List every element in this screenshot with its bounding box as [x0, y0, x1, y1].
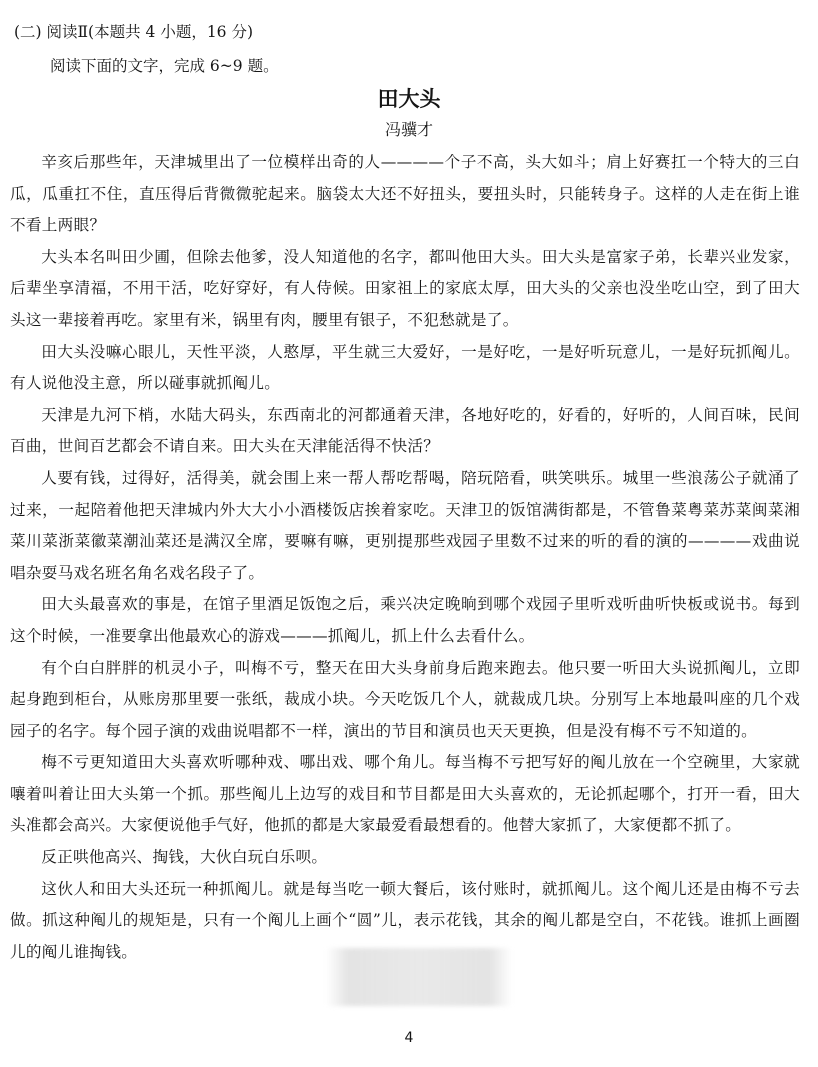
section-header: (二) 阅读Ⅱ(本题共 4 小题，16 分) — [14, 23, 254, 41]
article-body — [10, 147, 800, 968]
article-author: 冯骥才 — [384, 120, 433, 139]
paragraph: 梅不亏更知道田大头喜欢听哪种戏、哪出戏、哪个角儿。每当梅不亏把写好的阄儿放在一个空碗里，大家就嚷着叫着让田大头第一个抓。那些阄儿上边写的戏目和节目都是田大头喜欢的，无论抓起哪个，打开一看，田大头准都会高兴。大家便说他手气好，他抓的都是大家最爱看最想看的。他替大家抓了，大家便都不抓了。 — [10, 753, 800, 835]
paragraph: 田大头最喜欢的事是，在馆子里酒足饭饱之后，乘兴决定晚晌到哪个戏园子里听戏听曲听快板或说书。每到这个时候，一准要拿出他最欢心的游戏———抓阄儿，抓上什么去看什么。 — [10, 595, 800, 645]
paragraph: 大头本名叫田少圃，但除去他爹，没人知道他的名字，都叫他田大头。田大头是富家子弟，长辈兴业发家，后辈坐享清福，不用干活，吃好穿好，有人侍候。田家祖上的家底太厚，田大头的父亲也没坐吃山空，到了田大头这一辈接着再吃。家里有米，锅里有肉，腰里有银子，不犯愁就是了。 — [10, 247, 800, 329]
paragraph: 人要有钱，过得好，活得美，就会围上来一帮人帮吃帮喝，陪玩陪看，哄笑哄乐。城里一些浪荡公子就涌了过来，一起陪着他把天津城内外大大小小酒楼饭店挨着家吃。天津卫的饭馆满街都是，不管鲁菜粤菜苏菜闽菜湘菜川菜浙菜徽菜潮汕菜还是满汉全席，要嘛有嘛，更别提那些戏园子里数不过来的听的看的演的————戏曲说唱杂耍马戏名班名角名戏名段子了。 — [10, 468, 800, 582]
paragraph: 田大头没嘛心眼儿，天性平淡，人憨厚，平生就三大爱好，一是好吃，一是好听玩意儿，一是好玩抓阄儿。有人说他没主意，所以碰事就抓阄儿。 — [10, 342, 800, 393]
article-title: 田大头 — [377, 87, 441, 111]
blurred-watermark — [326, 948, 512, 1006]
reading-instruction: 阅读下面的文字，完成 6~9 题。 — [50, 57, 279, 75]
page-number: 4 — [404, 1030, 414, 1046]
paragraph: 反正哄他高兴、掏钱，大伙白玩白乐呗。 — [41, 848, 328, 867]
paragraph: 这伙人和田大头还玩一种抓阄儿。就是每当吃一顿大餐后，该付账时，就抓阄儿。这个阄儿还是由梅不亏去做。抓这种阄儿的规矩是，只有一个阄儿上画个“圆”儿，表示花钱，其余的阄儿都是空白，不花钱。谁抓上画圈儿的阄儿谁掏钱。 — [10, 879, 800, 961]
paragraph: 天津是九河下梢，水陆大码头，东西南北的河都通着天津，各地好吃的，好看的，好听的，人间百味，民间百曲，世间百艺都会不请自来。田大头在天津能活得不快活？ — [10, 405, 800, 456]
paragraph: 有个白白胖胖的机灵小子，叫梅不亏，整天在田大头身前身后跑来跑去。他只要一听田大头说抓阄儿，立即起身跑到柜台，从账房那里要一张纸，裁成小块。今天吃饭几个人，就裁成几块。分别写上本地最叫座的几个戏园子的名字。每个园子演的戏曲说唱都不一样，演出的节目和演员也天天更换，但是没有梅不亏不知道的。 — [10, 658, 800, 740]
paragraph: 辛亥后那些年，天津城里出了一位模样出奇的人————个子不高，头大如斗；肩上好赛扛一个特大的三白瓜，瓜重扛不住，直压得后背微微驼起来。脑袋太大还不好扭头，要扭头时，只能转身子。这样的人走在街上谁不看上两眼？ — [10, 153, 800, 235]
